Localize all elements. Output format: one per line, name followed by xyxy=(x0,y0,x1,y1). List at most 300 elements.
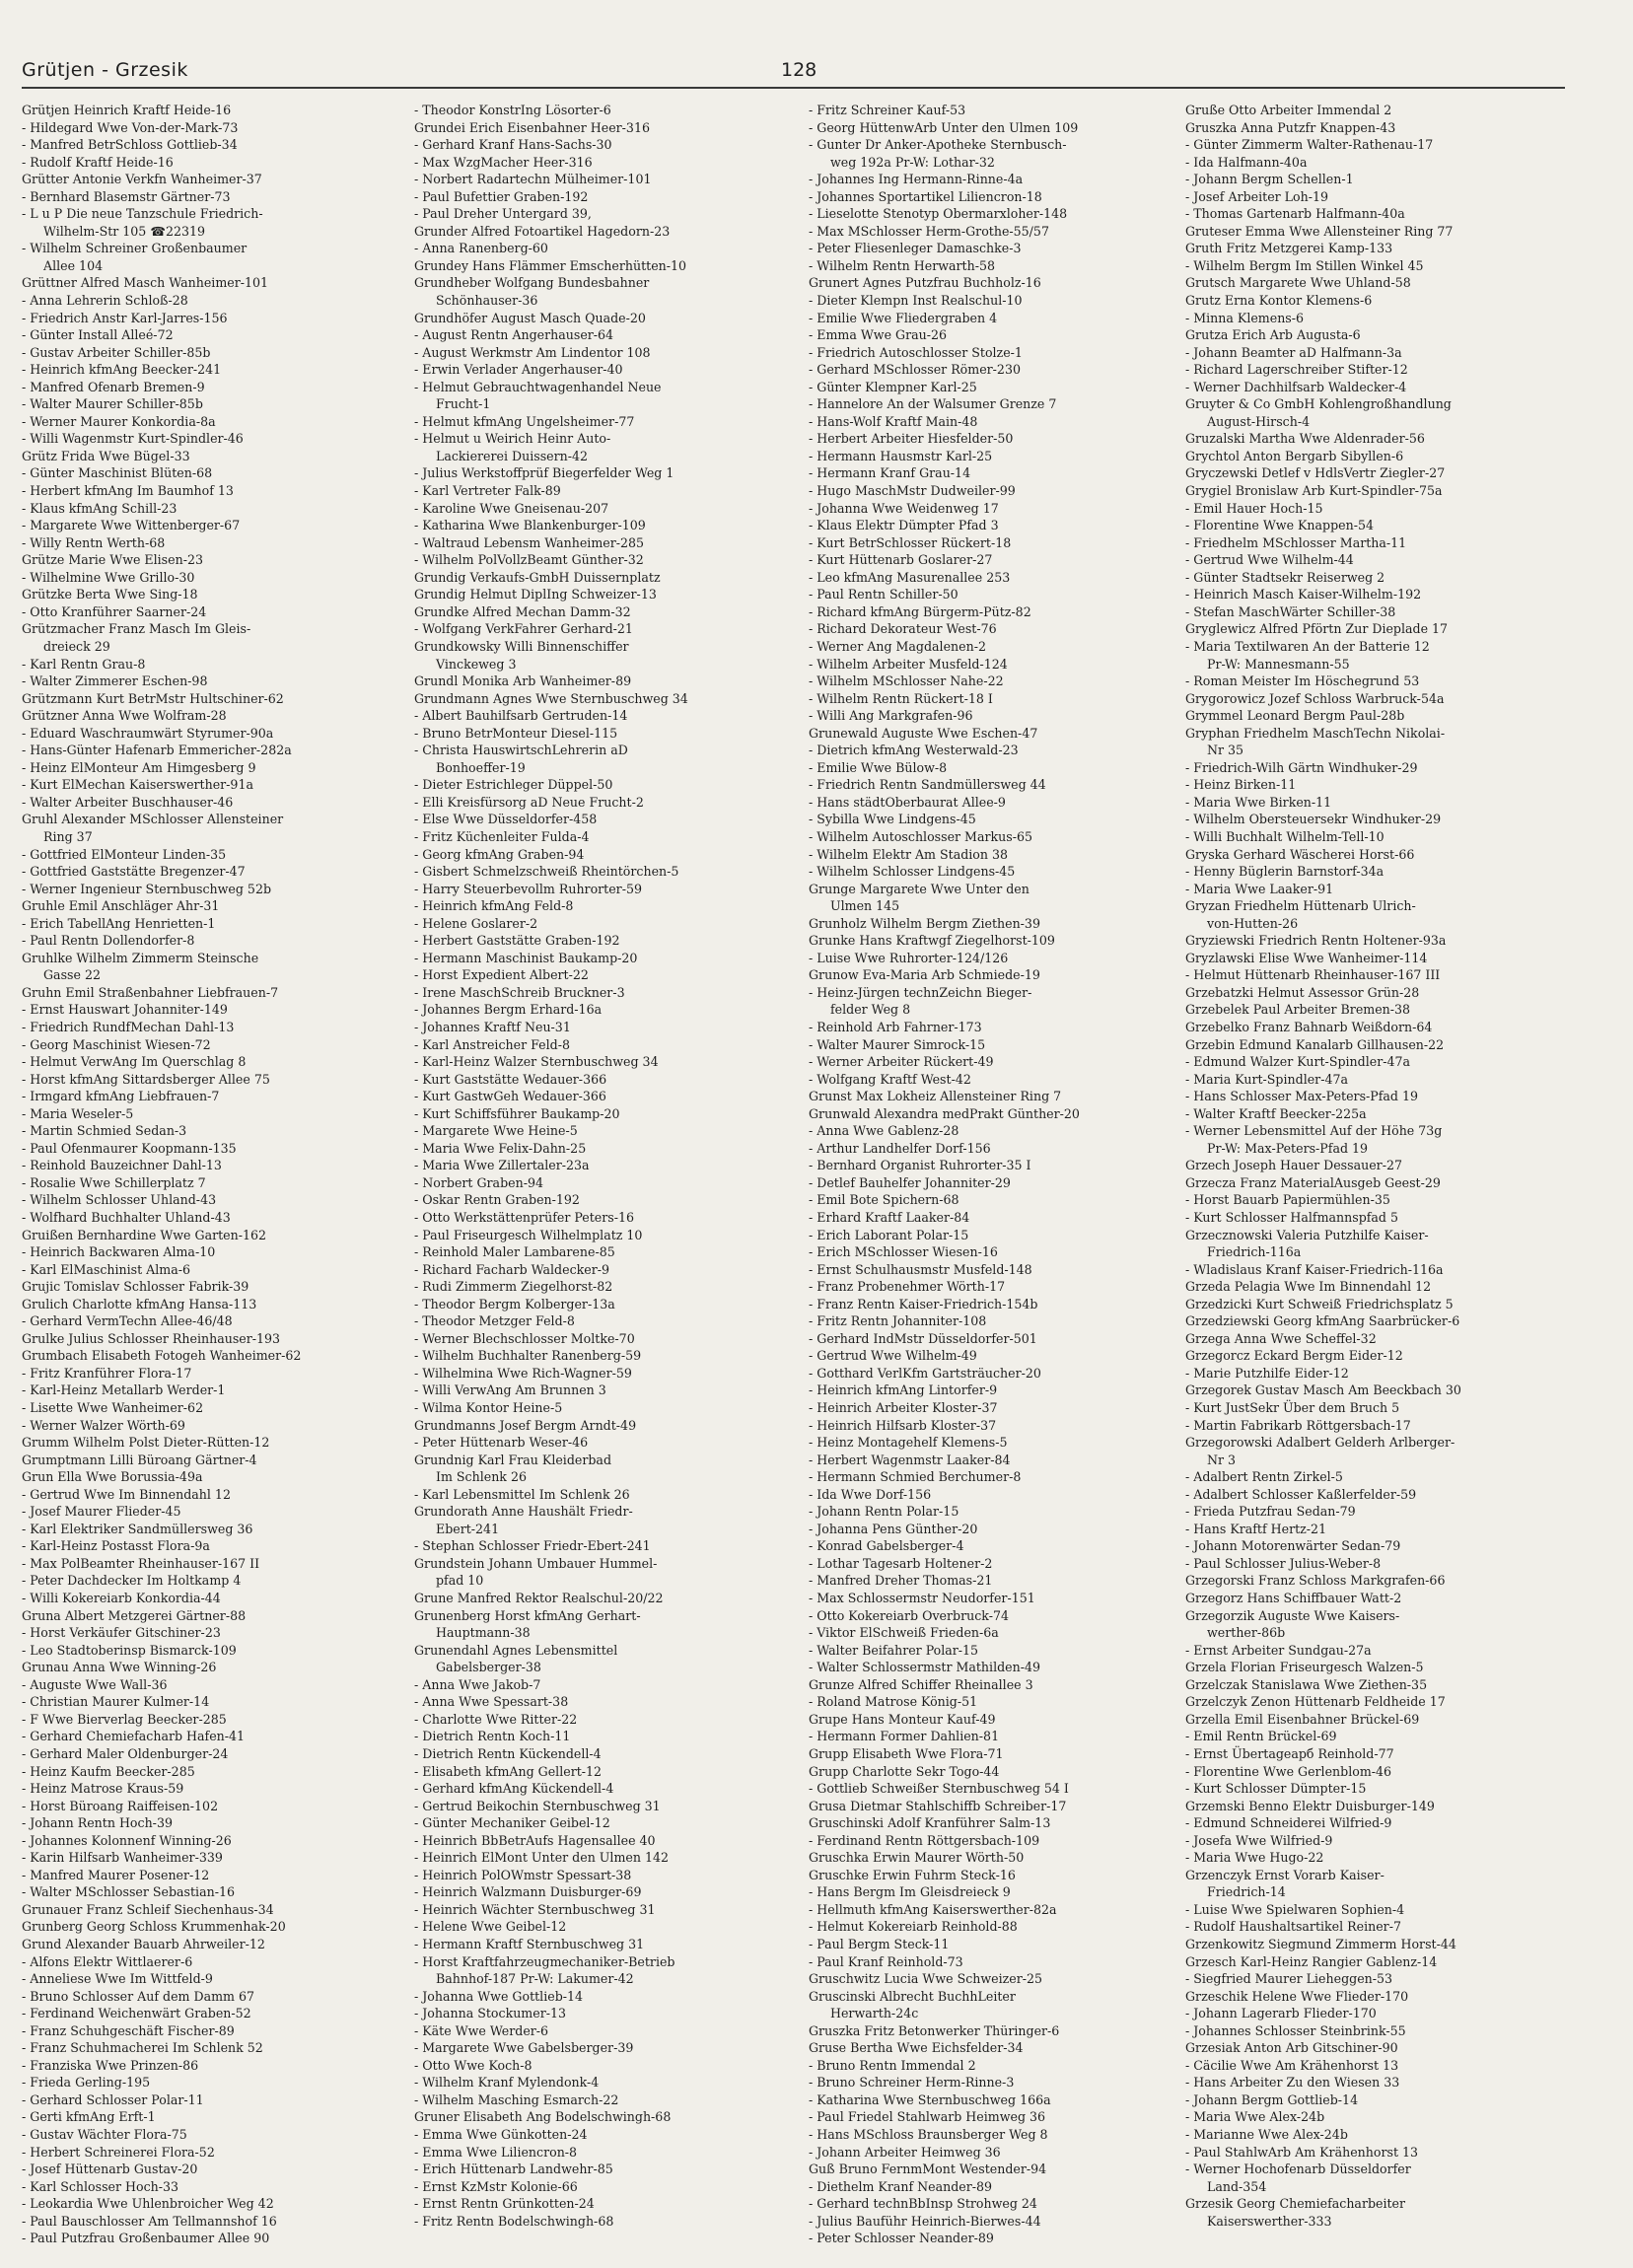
directory-entry: - Hermann Schmied Berchumer-8 xyxy=(809,1469,1022,1485)
directory-entry: August-Hirsch-4 xyxy=(1207,413,1311,429)
directory-entry: - Hans Bergm Im Gleisdreieck 9 xyxy=(809,1884,1011,1900)
directory-entry: - Theodor KonstrIng Lösorter-6 xyxy=(414,103,611,117)
directory-entry: - Gertrud Beikochin Sternbuschweg 31 xyxy=(414,1798,661,1813)
directory-entry: - Walter Maurer Simrock-15 xyxy=(809,1036,986,1052)
directory-entry: - Maria Wwe Laaker-91 xyxy=(1185,881,1334,896)
directory-entry: - Hermann Hausmstr Karl-25 xyxy=(809,448,993,463)
directory-entry: - Margarete Wwe Wittenberger-67 xyxy=(22,518,241,533)
directory-entry: - Else Wwe Düsseldorfer-458 xyxy=(414,812,598,827)
directory-entry: - Johannes Kolonnenf Winning-26 xyxy=(22,1832,232,1848)
directory-entry: - Gottlieb Schweißer Sternbuschweg 54 I xyxy=(809,1781,1069,1797)
directory-entry: - Günter Stadtsekr Reiserweg 2 xyxy=(1185,569,1385,585)
directory-entry: Vinckeweg 3 xyxy=(436,656,517,672)
directory-entry: - Werner Maurer Konkordia-8a xyxy=(22,413,216,429)
page-number: 128 xyxy=(781,59,817,81)
directory-entry: Grundmann Agnes Wwe Sternbuschweg 34 xyxy=(414,690,688,706)
directory-entry: - Käte Wwe Werder-6 xyxy=(414,2022,549,2038)
directory-entry: Grumm Wilhelm Polst Dieter-Rütten-12 xyxy=(22,1435,270,1451)
directory-entry: - Hans Schlosser Max-Peters-Pfad 19 xyxy=(1185,1089,1419,1104)
directory-entry: - Walter Kraftf Beecker-225a xyxy=(1185,1105,1367,1121)
directory-entry: - Reinhold Bauzeichner Dahl-13 xyxy=(22,1158,222,1173)
directory-entry: - Walter Maurer Schiller-85b xyxy=(22,396,203,412)
directory-entry: - Paul Friseurgesch Wilhelmplatz 10 xyxy=(414,1227,643,1242)
directory-entry: - Josefa Wwe Wilfried-9 xyxy=(1185,1832,1333,1848)
directory-entry: - Siegfried Maurer Lieheggen-53 xyxy=(1185,1971,1393,1987)
directory-entry: - Edmund Walzer Kurt-Spindler-47a xyxy=(1185,1054,1410,1070)
directory-entry: - Paul Friedel Stahlwarb Heimweg 36 xyxy=(809,2109,1046,2125)
directory-entry: Gruner Elisabeth Ang Bodelschwingh-68 xyxy=(414,2109,672,2125)
directory-entry: - Günter Zimmerm Walter-Rathenau-17 xyxy=(1185,137,1434,153)
directory-entry: - Adalbert Rentn Zirkel-5 xyxy=(1185,1469,1343,1485)
directory-entry: Grundig Helmut DiplIng Schweizer-13 xyxy=(414,587,657,602)
directory-entry: Gasse 22 xyxy=(43,967,101,983)
directory-entry: - Christian Maurer Kulmer-14 xyxy=(22,1694,210,1710)
directory-entry: weg 192a Pr-W: Lothar-32 xyxy=(830,154,995,170)
directory-entry: - Hermann Kraftf Sternbuschweg 31 xyxy=(414,1936,645,1951)
directory-entry: - Heinrich kfmAng Feld-8 xyxy=(414,898,574,914)
directory-entry: - Johanna Wwe Gottlieb-14 xyxy=(414,1988,584,2004)
directory-entry: - Luise Wwe Spielwaren Sophien-4 xyxy=(1185,1901,1405,1917)
directory-entry: Grzelczyk Zenon Hüttenarb Feldheide 17 xyxy=(1185,1694,1446,1710)
directory-entry: - Max Schlossermstr Neudorfer-151 xyxy=(809,1591,1035,1606)
directory-entry: - Willi Kokereiarb Konkordia-44 xyxy=(22,1591,221,1606)
directory-entry: - Johann Arbeiter Heimweg 36 xyxy=(809,2144,1001,2160)
directory-entry: Grumbach Elisabeth Fotogeh Wanheimer-62 xyxy=(22,1348,302,1364)
directory-entry: - Theodor Bergm Kolberger-13a xyxy=(414,1296,615,1311)
directory-entry: - Erich MSchlosser Wiesen-16 xyxy=(809,1244,998,1260)
directory-entry: Gruhlke Wilhelm Zimmerm Steinsche xyxy=(22,950,259,965)
directory-entry: Lackiererei Duissern-42 xyxy=(436,448,589,463)
directory-entry: - Eduard Waschraumwärt Styrumer-90a xyxy=(22,725,274,741)
directory-entry: - Gerti kfmAng Erft-1 xyxy=(22,2109,156,2125)
directory-entry: - Maria Wwe Zillertaler-23a xyxy=(414,1158,590,1173)
directory-entry: - Helene Wwe Geibel-12 xyxy=(414,1919,567,1935)
directory-entry: - Paul Putzfrau Großenbaumer Allee 90 xyxy=(22,2231,270,2246)
directory-entry: - Kurt JustSekr Über dem Bruch 5 xyxy=(1185,1400,1400,1416)
directory-entry: - Erich Hüttenarb Landwehr-85 xyxy=(414,2162,613,2177)
directory-entry: - Horst kfmAng Sittardsberger Allee 75 xyxy=(22,1071,270,1087)
directory-entry: - Günter Klempner Karl-25 xyxy=(809,379,977,394)
directory-entry: - Gerhard VermTechn Allee-46/48 xyxy=(22,1313,233,1329)
directory-entry: - Erwin Verlader Angerhauser-40 xyxy=(414,362,623,378)
directory-entry: - Helmut VerwAng Im Querschlag 8 xyxy=(22,1054,247,1070)
directory-entry: Grundstein Johann Umbauer Hummel- xyxy=(414,1555,658,1571)
directory-entry: Grzesik Georg Chemiefacharbeiter xyxy=(1185,2196,1406,2212)
directory-entry: Land-354 xyxy=(1207,2178,1267,2194)
directory-entry: - Wilhelm Rentn Rückert-18 I xyxy=(809,690,993,706)
directory-entry: - Friedrich-Wilh Gärtn Windhuker-29 xyxy=(1185,759,1418,775)
directory-entry: - Heinz Matrose Kraus-59 xyxy=(22,1781,184,1797)
directory-entry: - Erich TabellAng Henrietten-1 xyxy=(22,915,216,931)
directory-entry: - Max WzgMacher Heer-316 xyxy=(414,154,593,170)
directory-entry: Gruse Bertha Wwe Eichsfelder-34 xyxy=(809,2040,1024,2056)
directory-entry: - Sybilla Wwe Lindgens-45 xyxy=(809,812,976,827)
directory-entry: Grunst Max Lokheiz Allensteiner Ring 7 xyxy=(809,1089,1062,1104)
directory-entry: - Franz Probenehmer Wörth-17 xyxy=(809,1279,1006,1295)
directory-entry: Im Schlenk 26 xyxy=(436,1469,527,1485)
directory-entry: - Gotthard VerlKfm Gartsträucher-20 xyxy=(809,1365,1041,1381)
directory-entry: Grunder Alfred Fotoartikel Hagedorn-23 xyxy=(414,223,671,239)
directory-entry: - Lothar Tagesarb Holtener-2 xyxy=(809,1555,993,1571)
directory-entry: - Cäcilie Wwe Am Krähenhorst 13 xyxy=(1185,2057,1399,2073)
directory-entry: - Paul Schlosser Julius-Weber-8 xyxy=(1185,1555,1382,1571)
directory-entry: - Fritz Rentn Johanniter-108 xyxy=(809,1313,987,1329)
directory-entry: - August Rentn Angerhauser-64 xyxy=(414,327,614,343)
directory-entry: - Heinrich kfmAng Lintorfer-9 xyxy=(809,1382,998,1398)
directory-entry: - Johann Bergm Gottlieb-14 xyxy=(1185,2091,1359,2107)
directory-entry: dreieck 29 xyxy=(43,638,110,654)
directory-entry: Grundig Verkaufs-GmbH Duissernplatz xyxy=(414,569,661,585)
directory-entry: - Karl Elektriker Sandmüllersweg 36 xyxy=(22,1521,253,1536)
directory-entry: - Heinrich PolOWmstr Spessart-38 xyxy=(414,1867,632,1882)
directory-entry: - Otto Werkstättenprüfer Peters-16 xyxy=(414,1210,634,1225)
directory-entry: - Friedrich Autoschlosser Stolze-1 xyxy=(809,344,1023,360)
directory-entry: - Horst Verkäufer Gitschiner-23 xyxy=(22,1625,221,1641)
directory-entry: - Wilhelm MSchlosser Nahe-22 xyxy=(809,673,1004,689)
directory-entry: Grützmacher Franz Masch Im Gleis- xyxy=(22,621,251,637)
directory-entry: Grundke Alfred Mechan Damm-32 xyxy=(414,603,631,619)
directory-entry: - Karl Schlosser Hoch-33 xyxy=(22,2178,179,2194)
directory-entry: Grupp Elisabeth Wwe Flora-71 xyxy=(809,1745,1004,1761)
directory-entry: - Maria Wwe Hugo-22 xyxy=(1185,1850,1324,1866)
directory-entry: Gruschke Erwin Fuhrm Steck-16 xyxy=(809,1867,1016,1882)
directory-entry: Grygorowicz Jozef Schloss Warbruck-54a xyxy=(1185,690,1445,706)
directory-entry: - Kurt Hüttenarb Goslarer-27 xyxy=(809,552,993,568)
directory-entry: - Ida Halfmann-40a xyxy=(1185,154,1308,170)
directory-entry: Friedrich-14 xyxy=(1207,1884,1286,1900)
directory-entry: Grütjen Heinrich Kraftf Heide-16 xyxy=(22,103,232,117)
directory-entry: - Helmut u Weirich Heinr Auto- xyxy=(414,431,611,447)
page-header xyxy=(22,59,1565,89)
directory-entry: Gruschka Erwin Maurer Wörth-50 xyxy=(809,1850,1025,1866)
directory-entry: - Wolfgang Kraftf West-42 xyxy=(809,1071,971,1087)
directory-entry: - Gerhard Schlosser Polar-11 xyxy=(22,2091,204,2107)
directory-entry: Grzeda Pelagia Wwe Im Binnendahl 12 xyxy=(1185,1279,1432,1295)
directory-entry: - Wilma Kontor Heine-5 xyxy=(414,1400,563,1416)
directory-entry: - Luise Wwe Ruhrorter-124/126 xyxy=(809,950,1009,965)
directory-entry: - Katharina Wwe Blankenburger-109 xyxy=(414,518,646,533)
directory-entry: - Leo kfmAng Masurenallee 253 xyxy=(809,569,1011,585)
directory-entry: - Heinrich Masch Kaiser-Wilhelm-192 xyxy=(1185,587,1422,602)
directory-entry: Frucht-1 xyxy=(436,396,491,412)
directory-entry: - Friedrich Anstr Karl-Jarres-156 xyxy=(22,310,228,325)
directory-entry: - Gottfried Gaststätte Bregenzer-47 xyxy=(22,864,246,880)
directory-entry: - Heinz-Jürgen technZeichn Bieger- xyxy=(809,984,1032,1000)
directory-entry: - Manfred Dreher Thomas-21 xyxy=(809,1573,993,1589)
directory-entry: Grzech Joseph Hauer Dessauer-27 xyxy=(1185,1158,1402,1173)
directory-entry: - Herbert kfmAng Im Baumhof 13 xyxy=(22,483,234,499)
directory-entry: - Johannes Schlosser Steinbrink-55 xyxy=(1185,2022,1406,2038)
directory-entry: - Maria Wwe Birken-11 xyxy=(1185,794,1332,810)
directory-entry: - Walter Zimmerer Eschen-98 xyxy=(22,673,208,689)
directory-entry: Grzebin Edmund Kanalarb Gillhausen-22 xyxy=(1185,1036,1445,1052)
directory-entry: - Wilhelm Schlosser Uhland-43 xyxy=(22,1192,217,1208)
directory-entry: - Hermann Maschinist Baukamp-20 xyxy=(414,950,638,965)
directory-entry: - Heinrich Wächter Sternbuschweg 31 xyxy=(414,1901,656,1917)
directory-entry: - Heinz ElMonteur Am Himgesberg 9 xyxy=(22,759,256,775)
directory-entry: Grzedzicki Kurt Schweiß Friedrichsplatz 5 xyxy=(1185,1296,1454,1311)
directory-entry: - Hermann Kranf Grau-14 xyxy=(809,465,971,481)
directory-entry: Gruth Fritz Metzgerei Kamp-133 xyxy=(1185,241,1393,256)
directory-entry: - Johanna Wwe Weidenweg 17 xyxy=(809,500,999,516)
directory-entry: - Ernst KzMstr Kolonie-66 xyxy=(414,2178,578,2194)
directory-entry: - Gerhard Maler Oldenburger-24 xyxy=(22,1745,229,1761)
directory-entry: - Paul Rentn Dollendorfer-8 xyxy=(22,933,195,949)
directory-entry: - Willi Buchhalt Wilhelm-Tell-10 xyxy=(1185,828,1384,844)
directory-entry: - Johann Rentn Hoch-39 xyxy=(22,1815,173,1831)
directory-entry: Grzelczak Stanislawa Wwe Ziethen-35 xyxy=(1185,1676,1428,1692)
directory-entry: - Günter Mechaniker Geibel-12 xyxy=(414,1815,610,1831)
directory-entry: Grunau Anna Wwe Winning-26 xyxy=(22,1660,217,1675)
directory-entry: Grunow Eva-Maria Arb Schmiede-19 xyxy=(809,967,1040,983)
directory-entry: - Georg Maschinist Wiesen-72 xyxy=(22,1036,211,1052)
directory-entry: Grzenkowitz Siegmund Zimmerm Horst-44 xyxy=(1185,1936,1456,1951)
directory-entry: - Alfons Elektr Wittlaerer-6 xyxy=(22,1953,193,1969)
directory-entry: Grzebelko Franz Bahnarb Weißdorn-64 xyxy=(1185,1019,1433,1034)
directory-entry: Grunenberg Horst kfmAng Gerhart- xyxy=(414,1607,641,1623)
directory-entry: - L u P Die neue Tanzschule Friedrich- xyxy=(22,206,263,222)
directory-entry: - Richard Facharb Waldecker-9 xyxy=(414,1261,610,1277)
directory-entry: - Willi Ang Markgrafen-96 xyxy=(809,708,973,724)
directory-entry: - Gustav Arbeiter Schiller-85b xyxy=(22,344,211,360)
directory-entry: - Kurt BetrSchlosser Rückert-18 xyxy=(809,534,1012,550)
directory-entry: - Otto Wwe Koch-8 xyxy=(414,2057,532,2073)
directory-entry: - Ernst Schulhausmstr Musfeld-148 xyxy=(809,1261,1032,1277)
directory-entry: - Paul Ofenmaurer Koopmann-135 xyxy=(22,1140,237,1156)
directory-entry: Grundmanns Josef Bergm Arndt-49 xyxy=(414,1417,637,1433)
directory-entry: Wilhelm-Str 105 ☎22319 xyxy=(43,223,206,239)
directory-entry: Grunendahl Agnes Lebensmittel xyxy=(414,1642,618,1658)
directory-entry: - Bruno Schreiner Herm-Rinne-3 xyxy=(809,2075,1015,2091)
directory-entry: Grulich Charlotte kfmAng Hansa-113 xyxy=(22,1296,257,1311)
directory-entry: Grunke Hans Kraftwgf Ziegelhorst-109 xyxy=(809,933,1055,949)
directory-entry: - Martin Fabrikarb Röttgersbach-17 xyxy=(1185,1417,1411,1433)
directory-entry: - Gertrud Wwe Wilhelm-44 xyxy=(1185,552,1354,568)
directory-entry: - Dietrich kfmAng Westerwald-23 xyxy=(809,743,1019,758)
directory-entry: - Willi Wagenmstr Kurt-Spindler-46 xyxy=(22,431,244,447)
directory-entry: - Hans-Wolf Kraftf Main-48 xyxy=(809,413,978,429)
directory-entry: Grzenczyk Ernst Vorarb Kaiser- xyxy=(1185,1867,1384,1882)
directory-entry: Grützmann Kurt BetrMstr Hultschiner-62 xyxy=(22,690,284,706)
directory-entry: Friedrich-116a xyxy=(1207,1244,1302,1260)
directory-entry: - Wilhelm Schreiner Großenbaumer xyxy=(22,241,248,256)
directory-entry: - Wilhelm Arbeiter Musfeld-124 xyxy=(809,656,1008,672)
directory-entry: - Karl-Heinz Postasst Flora-9a xyxy=(22,1538,210,1554)
directory-entry: - Dieter Estrichleger Düppel-50 xyxy=(414,777,613,793)
directory-entry: - Emma Wwe Liliencron-8 xyxy=(414,2144,578,2160)
directory-entry: - Peter Fliesenleger Damaschke-3 xyxy=(809,241,1022,256)
directory-entry: - Anna Lehrerin Schloß-28 xyxy=(22,293,188,309)
directory-entry: - Fritz Küchenleiter Fulda-4 xyxy=(414,828,590,844)
directory-entry: - Herbert Wagenmstr Laaker-84 xyxy=(809,1452,1011,1467)
directory-entry: - Wilhelm Bergm Im Stillen Winkel 45 xyxy=(1185,257,1424,273)
directory-entry: - Arthur Landhelfer Dorf-156 xyxy=(809,1140,991,1156)
directory-entry: Grzela Florian Friseurgesch Walzen-5 xyxy=(1185,1660,1424,1675)
directory-entry: - Leokardia Wwe Uhlenbroicher Weg 42 xyxy=(22,2196,274,2212)
directory-entry: Allee 104 xyxy=(43,257,104,273)
directory-entry: - Frieda Gerling-195 xyxy=(22,2075,151,2091)
directory-entry: - Julius Werkstoffprüf Biegerfelder Weg 1 xyxy=(414,465,674,481)
directory-entry: Pr-W: Mannesmann-55 xyxy=(1207,656,1350,672)
directory-entry: - Heinrich Hilfsarb Kloster-37 xyxy=(809,1417,997,1433)
directory-entry: - Johanna Stockumer-13 xyxy=(414,2006,567,2021)
directory-entry: - Ida Wwe Dorf-156 xyxy=(809,1486,932,1502)
directory-entry: - Harry Steuerbevollm Ruhrorter-59 xyxy=(414,881,642,896)
directory-entry: Gruteser Emma Wwe Allensteiner Ring 77 xyxy=(1185,223,1454,239)
directory-entry: - Lieselotte Stenotyp Obermarxloher-148 xyxy=(809,206,1068,222)
directory-entry: - Paul Rentn Schiller-50 xyxy=(809,587,958,602)
directory-entry: - Josef Maurer Flieder-45 xyxy=(22,1504,181,1520)
directory-entry: Grüttner Alfred Masch Wanheimer-101 xyxy=(22,275,269,291)
directory-entry: Grun Ella Wwe Borussia-49a xyxy=(22,1469,203,1485)
directory-entry: - Herbert Schreinerei Flora-52 xyxy=(22,2144,215,2160)
directory-entry: Gruhl Alexander MSchlosser Allensteiner xyxy=(22,812,284,827)
directory-entry: - Karl Lebensmittel Im Schlenk 26 xyxy=(414,1486,630,1502)
directory-entry: - Kurt GastwGeh Wedauer-366 xyxy=(414,1089,606,1104)
directory-entry: - Hans MSchloss Braunsberger Weg 8 xyxy=(809,2126,1048,2142)
directory-entry: - Kurt Gaststätte Wedauer-366 xyxy=(414,1071,607,1087)
directory-entry: - Johann Lagerarb Flieder-170 xyxy=(1185,2006,1377,2021)
directory-entry: - Edmund Schneiderei Wilfried-9 xyxy=(1185,1815,1392,1831)
directory-entry: - Wladislaus Kranf Kaiser-Friedrich-116a xyxy=(1185,1261,1444,1277)
directory-entry: Grzecznowski Valeria Putzhilfe Kaiser- xyxy=(1185,1227,1429,1242)
directory-entry: - Rudi Zimmerm Ziegelhorst-82 xyxy=(414,1279,613,1295)
directory-entry: - Stefan MaschWärter Schiller-38 xyxy=(1185,603,1396,619)
directory-entry: - Wilhelm Schlosser Lindgens-45 xyxy=(809,864,1016,880)
directory-entry: Grzella Emil Eisenbahner Brückel-69 xyxy=(1185,1711,1420,1727)
directory-entry: - Manfred Maurer Posener-12 xyxy=(22,1867,210,1882)
directory-entry: - Detlef Bauhelfer Johanniter-29 xyxy=(809,1174,1011,1190)
directory-entry: - Helmut Hüttenarb Rheinhauser-167 III xyxy=(1185,967,1441,983)
directory-entry: Gruhn Emil Straßenbahner Liebfrauen-7 xyxy=(22,984,279,1000)
directory-entry: - Karl Anstreicher Feld-8 xyxy=(414,1036,570,1052)
directory-entry: - Karl-Heinz Metallarb Werder-1 xyxy=(22,1382,226,1398)
directory-entry: Kaiserswerther-333 xyxy=(1207,2213,1332,2229)
directory-entry: - Emil Hauer Hoch-15 xyxy=(1185,500,1323,516)
directory-entry: - Gisbert Schmelzschweiß Rheintörchen-5 xyxy=(414,864,679,880)
directory-entry: - Fritz Schreiner Kauf-53 xyxy=(809,103,966,117)
directory-entry: - Kurt ElMechan Kaiserswerther-91a xyxy=(22,777,253,793)
directory-entry: Grupe Hans Monteur Kauf-49 xyxy=(809,1711,996,1727)
directory-entry: - Paul Kranf Reinhold-73 xyxy=(809,1953,963,1969)
directory-entry: - Martin Schmied Sedan-3 xyxy=(22,1123,187,1139)
directory-column-4 xyxy=(1185,102,1566,2261)
directory-entry: Gryphan Friedhelm MaschTechn Nikolai- xyxy=(1185,725,1446,741)
directory-entry: Grunholz Wilhelm Bergm Ziethen-39 xyxy=(809,915,1040,931)
directory-entry: - Heinz Birken-11 xyxy=(1185,777,1297,793)
directory-entry: - Walter Schlossermstr Mathilden-49 xyxy=(809,1660,1041,1675)
directory-entry: - Werner Arbeiter Rückert-49 xyxy=(809,1054,994,1070)
directory-entry: - Richard Dekorateur West-76 xyxy=(809,621,997,637)
directory-entry: - Hans Arbeiter Zu den Wiesen 33 xyxy=(1185,2075,1400,2091)
directory-entry: - Werner Lebensmittel Auf der Höhe 73g xyxy=(1185,1123,1443,1139)
directory-entry: - Karl ElMaschinist Alma-6 xyxy=(22,1261,191,1277)
directory-entry: Grzesiak Anton Arb Gitschiner-90 xyxy=(1185,2040,1398,2056)
directory-entry: - Hugo MaschMstr Dudweiler-99 xyxy=(809,483,1016,499)
directory-entry: - Emilie Wwe Bülow-8 xyxy=(809,759,948,775)
directory-entry: - Hannelore An der Walsumer Grenze 7 xyxy=(809,396,1057,412)
directory-entry: Grujic Tomislav Schlosser Fabrik-39 xyxy=(22,1279,249,1295)
directory-entry: Grzegorzik Auguste Wwe Kaisers- xyxy=(1185,1607,1400,1623)
directory-entry: - Helene Goslarer-2 xyxy=(414,915,538,931)
directory-entry: - Norbert Radartechn Mülheimer-101 xyxy=(414,172,652,187)
directory-entry: - Georg HüttenwArb Unter den Ulmen 109 xyxy=(809,119,1079,135)
directory-entry: Gruschwitz Lucia Wwe Schweizer-25 xyxy=(809,1971,1043,1987)
directory-entry: - Konrad Gabelsberger-4 xyxy=(809,1538,964,1554)
directory-entry: - Bruno Schlosser Auf dem Damm 67 xyxy=(22,1988,254,2004)
directory-entry: - Julius Bauführ Heinrich-Bierwes-44 xyxy=(809,2213,1041,2229)
directory-entry: - Johann Motorenwärter Sedan-79 xyxy=(1185,1538,1401,1554)
directory-entry: - Rudolf Kraftf Heide-16 xyxy=(22,154,174,170)
directory-entry: - Paul Bauschlosser Am Tellmannshof 16 xyxy=(22,2213,277,2229)
directory-entry: - Margarete Wwe Gabelsberger-39 xyxy=(414,2040,634,2056)
directory-entry: - Heinz Kaufm Beecker-285 xyxy=(22,1763,195,1779)
directory-entry: - Max PolBeamter Rheinhauser-167 II xyxy=(22,1555,260,1571)
directory-entry: - Oskar Rentn Graben-192 xyxy=(414,1192,580,1208)
directory-entry: - Walter MSchlosser Sebastian-16 xyxy=(22,1884,235,1900)
directory-entry: - Gerhard IndMstr Düsseldorfer-501 xyxy=(809,1330,1037,1346)
directory-entry: Grunert Agnes Putzfrau Buchholz-16 xyxy=(809,275,1041,291)
directory-entry: - Minna Klemens-6 xyxy=(1185,310,1305,325)
directory-entry: Ebert-241 xyxy=(436,1521,500,1536)
directory-entry: - Paul StahlwArb Am Krähenhorst 13 xyxy=(1185,2144,1419,2160)
directory-entry: Bahnhof-187 Pr-W: Lakumer-42 xyxy=(436,1971,634,1987)
directory-entry: - Hans Kraftf Hertz-21 xyxy=(1185,1521,1327,1536)
directory-entry: - Werner Blechschlosser Moltke-70 xyxy=(414,1330,635,1346)
directory-entry: Grundheber Wolfgang Bundesbahner xyxy=(414,275,650,291)
directory-entry: - Bruno Rentn Immendal 2 xyxy=(809,2057,976,2073)
directory-entry: - Irmgard kfmAng Liebfrauen-7 xyxy=(22,1089,220,1104)
directory-entry: Grzeschik Helene Wwe Flieder-170 xyxy=(1185,1988,1409,2004)
header-rule xyxy=(22,87,1565,89)
directory-entry: Gryzan Friedhelm Hüttenarb Ulrich- xyxy=(1185,898,1416,914)
directory-entry: - Josef Hüttenarb Gustav-20 xyxy=(22,2162,198,2177)
directory-entry: Grütze Marie Wwe Elisen-23 xyxy=(22,552,203,568)
directory-entry: - Kurt Schlosser Dümpter-15 xyxy=(1185,1781,1367,1797)
directory-entry: - Friedhelm MSchlosser Martha-11 xyxy=(1185,534,1407,550)
directory-entry: - Walter Beifahrer Polar-15 xyxy=(809,1642,979,1658)
directory-entry: - Rosalie Wwe Schillerplatz 7 xyxy=(22,1174,206,1190)
directory-entry: - Karl-Heinz Walzer Sternbuschweg 34 xyxy=(414,1054,659,1070)
directory-entry: - Ernst Arbeiter Sundgau-27a xyxy=(1185,1642,1372,1658)
page-title: Grütjen - Grzesik xyxy=(22,59,188,81)
directory-entry: - Dietrich Rentn Koch-11 xyxy=(414,1729,571,1744)
directory-entry: Grzega Anna Wwe Scheffel-32 xyxy=(1185,1330,1377,1346)
directory-entry: - Werner Dachhilfsarb Waldecker-4 xyxy=(1185,379,1407,394)
directory-entry: Grundorath Anne Haushält Friedr- xyxy=(414,1504,633,1520)
directory-entry: - Bernhard Blasemstr Gärtner-73 xyxy=(22,188,231,204)
directory-entry: Grzegorz Hans Schiffbauer Watt-2 xyxy=(1185,1591,1402,1606)
directory-entry: - Karin Hilfsarb Wanheimer-339 xyxy=(22,1850,223,1866)
directory-entry: - Reinhold Maler Lambarene-85 xyxy=(414,1244,615,1260)
directory-entry: - Gerhard Chemiefacharb Hafen-41 xyxy=(22,1729,246,1744)
directory-entry: Grzegorcz Eckard Bergm Eider-12 xyxy=(1185,1348,1403,1364)
directory-entry: - Werner Ang Magdalenen-2 xyxy=(809,638,986,654)
directory-entry: Grychtol Anton Bergarb Sibyllen-6 xyxy=(1185,448,1404,463)
directory-entry: - Wolfgang VerkFahrer Gerhard-21 xyxy=(414,621,633,637)
directory-entry: Grune Manfred Rektor Realschul-20/22 xyxy=(414,1591,664,1606)
directory-entry: - Johann Beamter aD Halfmann-3a xyxy=(1185,344,1402,360)
directory-entry: Gruße Otto Arbeiter Immendal 2 xyxy=(1185,103,1392,117)
directory-column-3 xyxy=(809,102,1189,2261)
directory-entry: - Waltraud Lebensm Wanheimer-285 xyxy=(414,534,645,550)
directory-entry: - Franz Rentn Kaiser-Friedrich-154b xyxy=(809,1296,1038,1311)
directory-entry: Grzebelek Paul Arbeiter Bremen-38 xyxy=(1185,1002,1411,1018)
directory-entry: - Klaus kfmAng Schill-23 xyxy=(22,500,178,516)
directory-entry: Grundei Erich Eisenbahner Heer-316 xyxy=(414,119,650,135)
directory-entry: - Heinrich ElMont Unter den Ulmen 142 xyxy=(414,1850,669,1866)
directory-column-2 xyxy=(414,102,795,2261)
